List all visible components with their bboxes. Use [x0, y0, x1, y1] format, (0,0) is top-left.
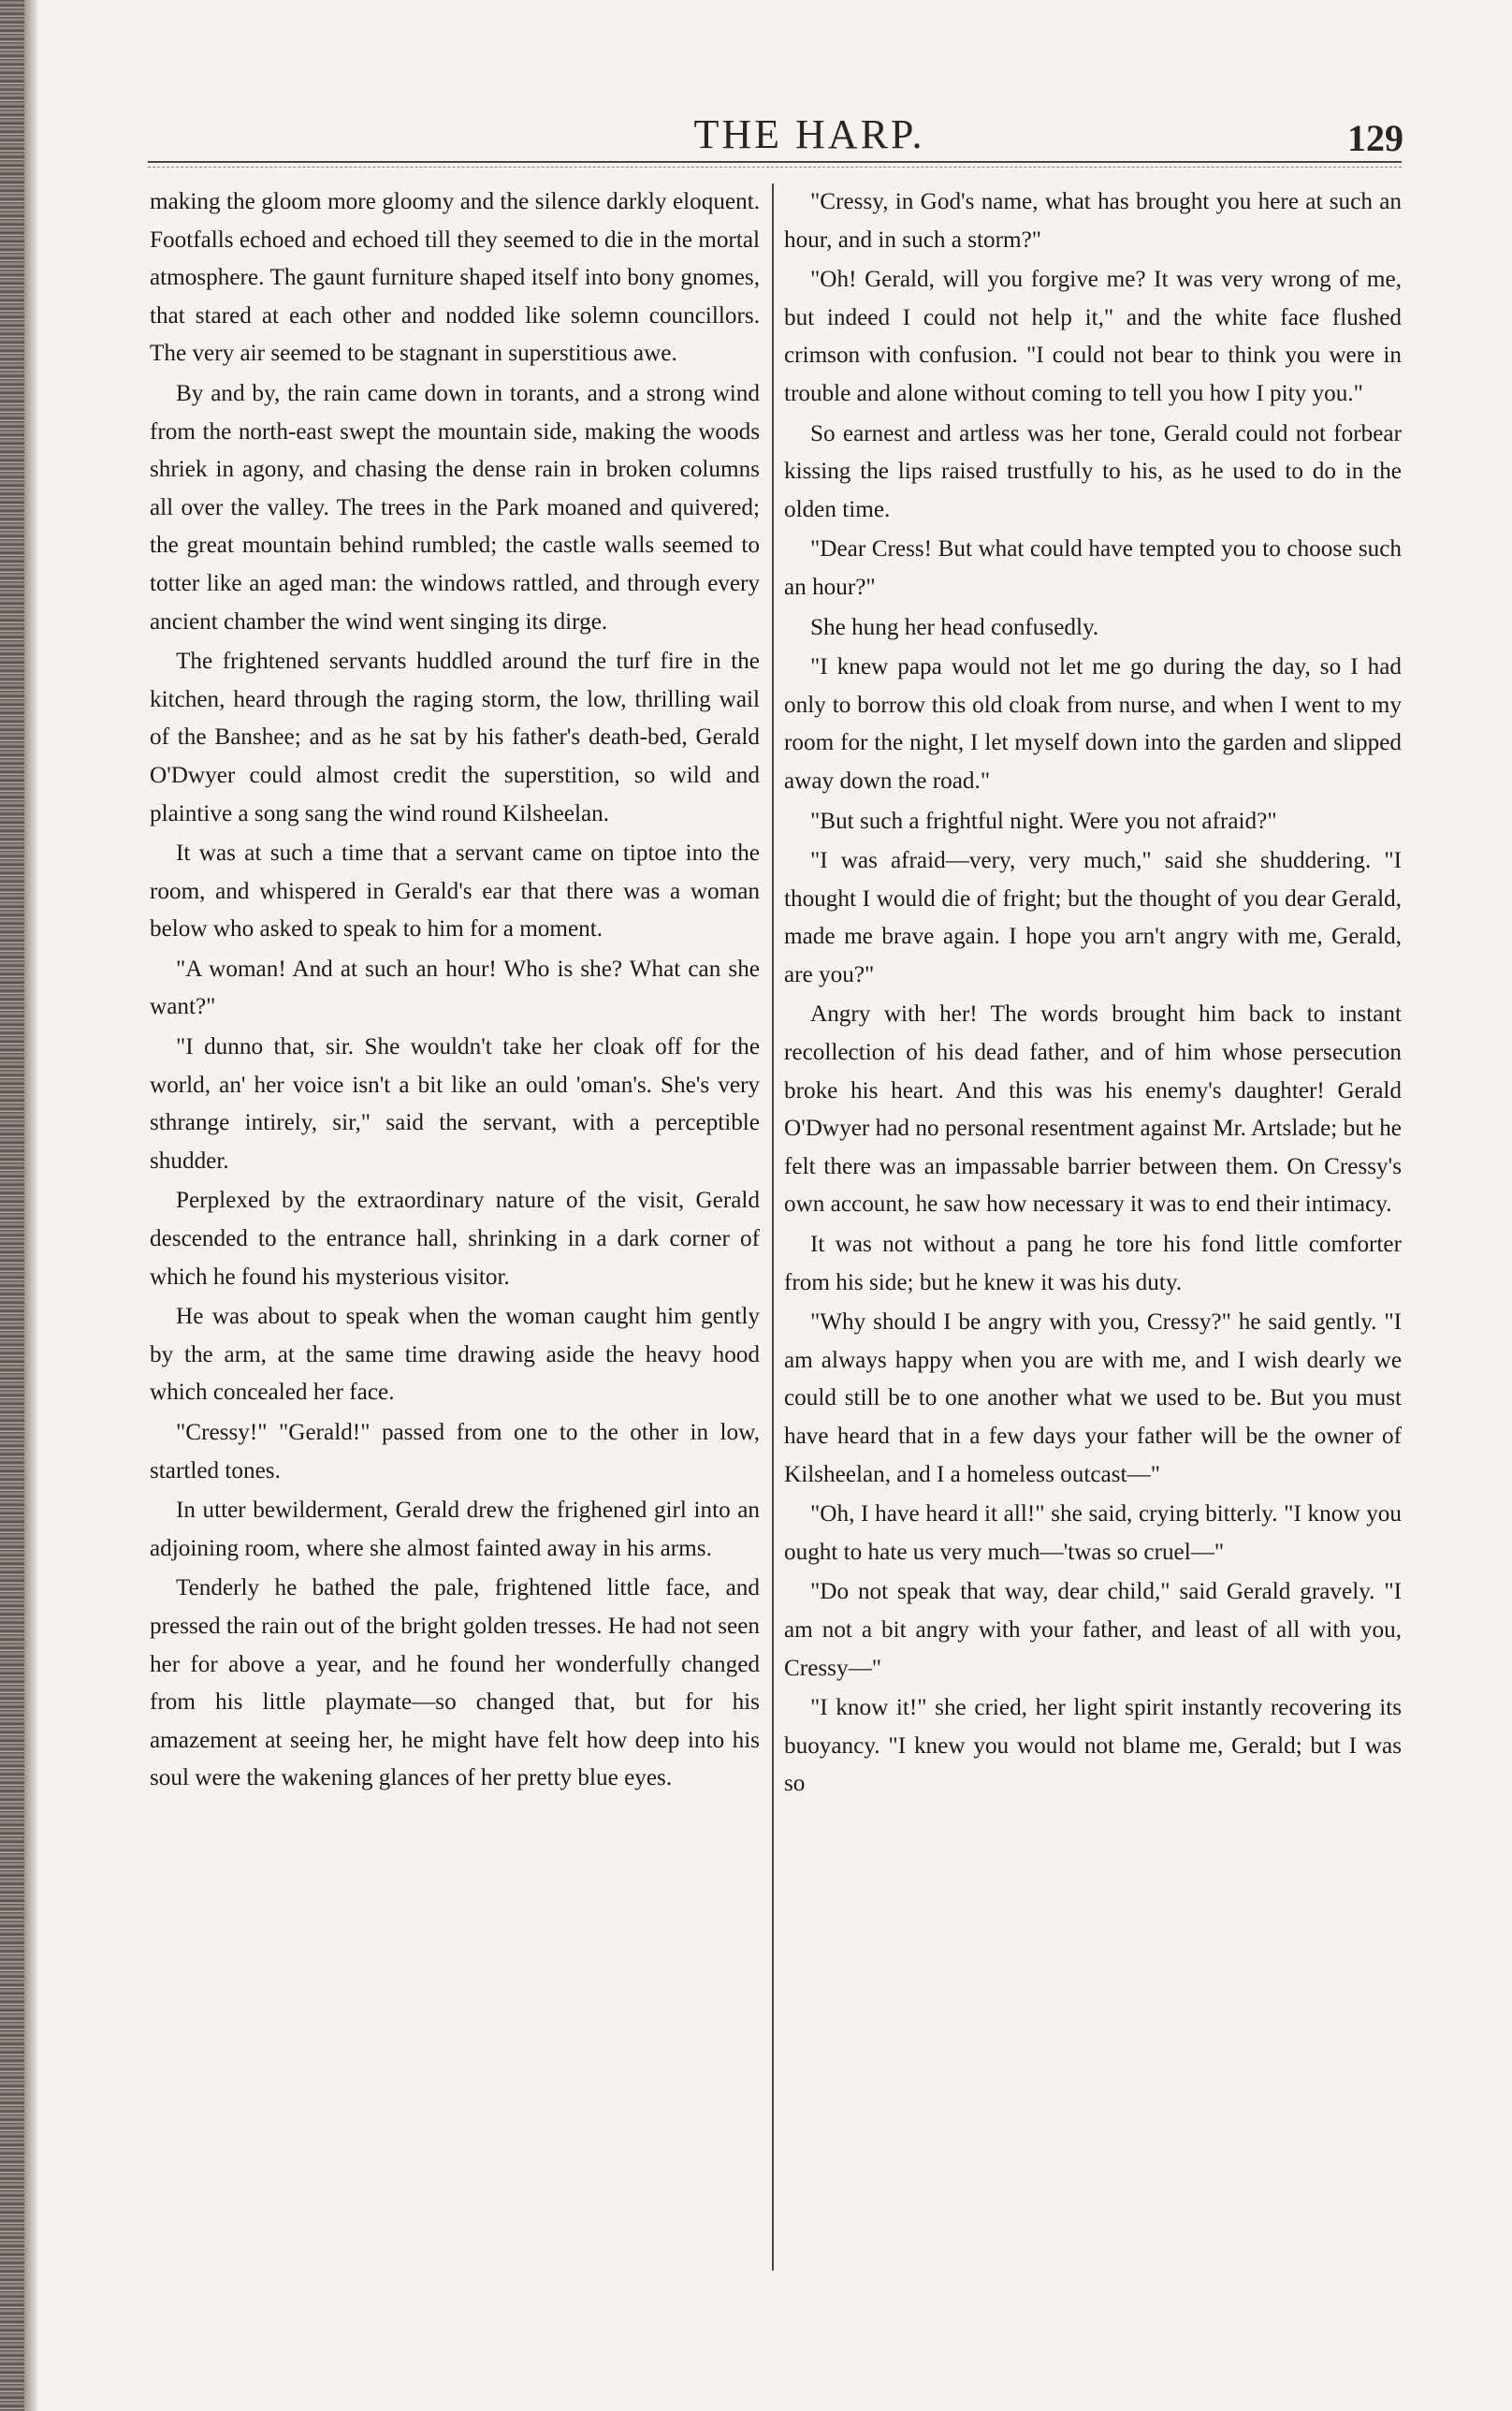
paragraph: In utter bewilderment, Gerald drew the frighened girl into an adjoining room, where she almost fainted away in his arms.	[150, 1498, 760, 1561]
page-header	[150, 110, 1403, 167]
paragraph: Tenderly he bathed the pale, frightened little face, and pressed the rain out of the bright golden tresses. He had not seen her for above a year, and he found her wonderfully changed from his little playmate—so changed that, but for his amazement at seeing her, he might have felt how deep into his soul were the wakening glances of her pretty blue eyes.	[150, 1575, 760, 1791]
paragraph: making the gloom more gloomy and the silence darkly eloquent. Footfalls echoed and echoed till they seemed to die in the mortal atmosphere. The gaunt furniture shaped itself into bony gnomes, that stared at each other and nodded like solemn councillors. The very air seemed to be stagnant in superstitious awe.	[150, 189, 760, 367]
paragraph: "Oh! Gerald, will you forgive me? It was very wrong of me, but indeed I could not help it," and the white face flushed crimson with confusion. "I could not bear to think you were in trouble and alone without coming to tell you how I pity you."	[784, 267, 1402, 406]
paragraph: "Do not speak that way, dear child," said Gerald gravely. "I am not a bit angry with your father, and least of all with you, Cressy—"	[784, 1579, 1402, 1681]
header-rule	[148, 161, 1402, 163]
paragraph: She hung her head confusedly.	[810, 614, 1099, 640]
paragraph: It was not without a pang he tore his fond little comforter from his side; but he knew it was his duty.	[784, 1232, 1402, 1295]
paragraph: "I dunno that, sir. She wouldn't take her cloak off for the world, an' her voice isn't a bit like an ould 'oman's. She's very sthrange intirely, sir," said the servant, with a perceptible shudder.	[150, 1034, 760, 1174]
paragraph: "Cressy!" "Gerald!" passed from one to the other in low, startled tones.	[150, 1420, 760, 1483]
paragraph: "Dear Cress! But what could have tempted you to choose such an hour?"	[784, 536, 1402, 600]
binding-shadow	[24, 0, 37, 2411]
paragraph: "But such a frightful night. Were you not afraid?"	[810, 808, 1277, 834]
header-rule-dashed	[148, 167, 1402, 168]
paragraph: "I was afraid—very, very much," said she shuddering. "I thought I would die of fright; but the thought of you dear Gerald, made me brave again. I hope you arn't angry with me, Gerald, are you?"	[784, 848, 1402, 987]
column-divider	[772, 183, 774, 2271]
left-column	[150, 183, 760, 2252]
paragraph: Angry with her! The words brought him back to instant recollection of his dead father, and of him whose persecution broke his heart. And this was his enemy's daughter! Gerald O'Dwyer had no personal resentment against Mr. Artslade; but he felt there was an impassable barrier between them. On Cressy's own account, he saw how necessary it was to end their intimacy.	[784, 1001, 1402, 1218]
paragraph: "I knew papa would not let me go during the day, so I had only to borrow this old cloak from nurse, and when I went to my room for the night, I let myself down into the garden and slipped away down the road."	[784, 654, 1402, 794]
paragraph: "Oh, I have heard it all!" she said, crying bitterly. "I know you ought to hate us very much—'twas so cruel—"	[784, 1501, 1402, 1565]
paragraph: "A woman! And at such an hour! Who is she? What can she want?"	[150, 956, 760, 1020]
paragraph: It was at such a time that a servant came on tiptoe into the room, and whispered in Gerald's ear that there was a woman below who asked to speak to him for a moment.	[150, 840, 760, 942]
paragraph: He was about to speak when the woman caught him gently by the arm, at the same time drawing aside the heavy hood which concealed her face.	[150, 1304, 760, 1406]
paragraph: By and by, the rain came down in torants, and a strong wind from the north-east swept the mountain side, making the woods shriek in agony, and chasing the dense rain in broken columns all over the valley. The trees in the Park moaned and quivered; the great mountain behind rumbled; the castle walls seemed to totter like an aged man: the windows rattled, and through every ancient chamber the wind went singing its dirge.	[150, 380, 760, 635]
paragraph: "I know it!" she cried, her light spirit instantly recovering its buoyancy. "I knew you would not blame me, Gerald; but I was so	[784, 1695, 1402, 1797]
binding-edge	[0, 0, 24, 2411]
paragraph: The frightened servants huddled around the turf fire in the kitchen, heard through the raging storm, the low, thrilling wail of the Banshee; and as he sat by his father's death-bed, Gerald O'Dwyer could almost credit the superstition, so wild and plaintive a song sang the wind round Kilsheelan.	[150, 649, 760, 826]
paragraph: "Why should I be angry with you, Cressy?" he said gently. "I am always happy when you are with me, and I wish dearly we could still be to one another what we used to be. But you must have heard that in a few days your father will be the owner of Kilsheelan, and I a homeless outcast—"	[784, 1309, 1402, 1487]
running-title: THE HARP.	[693, 111, 925, 157]
paragraph: "Cressy, in God's name, what has brought you here at such an hour, and in such a storm?"	[784, 189, 1402, 253]
paragraph: So earnest and artless was her tone, Gerald could not forbear kissing the lips raised trustfully to his, as he used to do in the olden time.	[784, 420, 1402, 522]
paragraph: Perplexed by the extraordinary nature of the visit, Gerald descended to the entrance hall, shrinking in a dark corner of which he found his mysterious visitor.	[150, 1188, 760, 1290]
right-column	[784, 183, 1402, 2252]
page-number: 129	[1347, 117, 1403, 159]
